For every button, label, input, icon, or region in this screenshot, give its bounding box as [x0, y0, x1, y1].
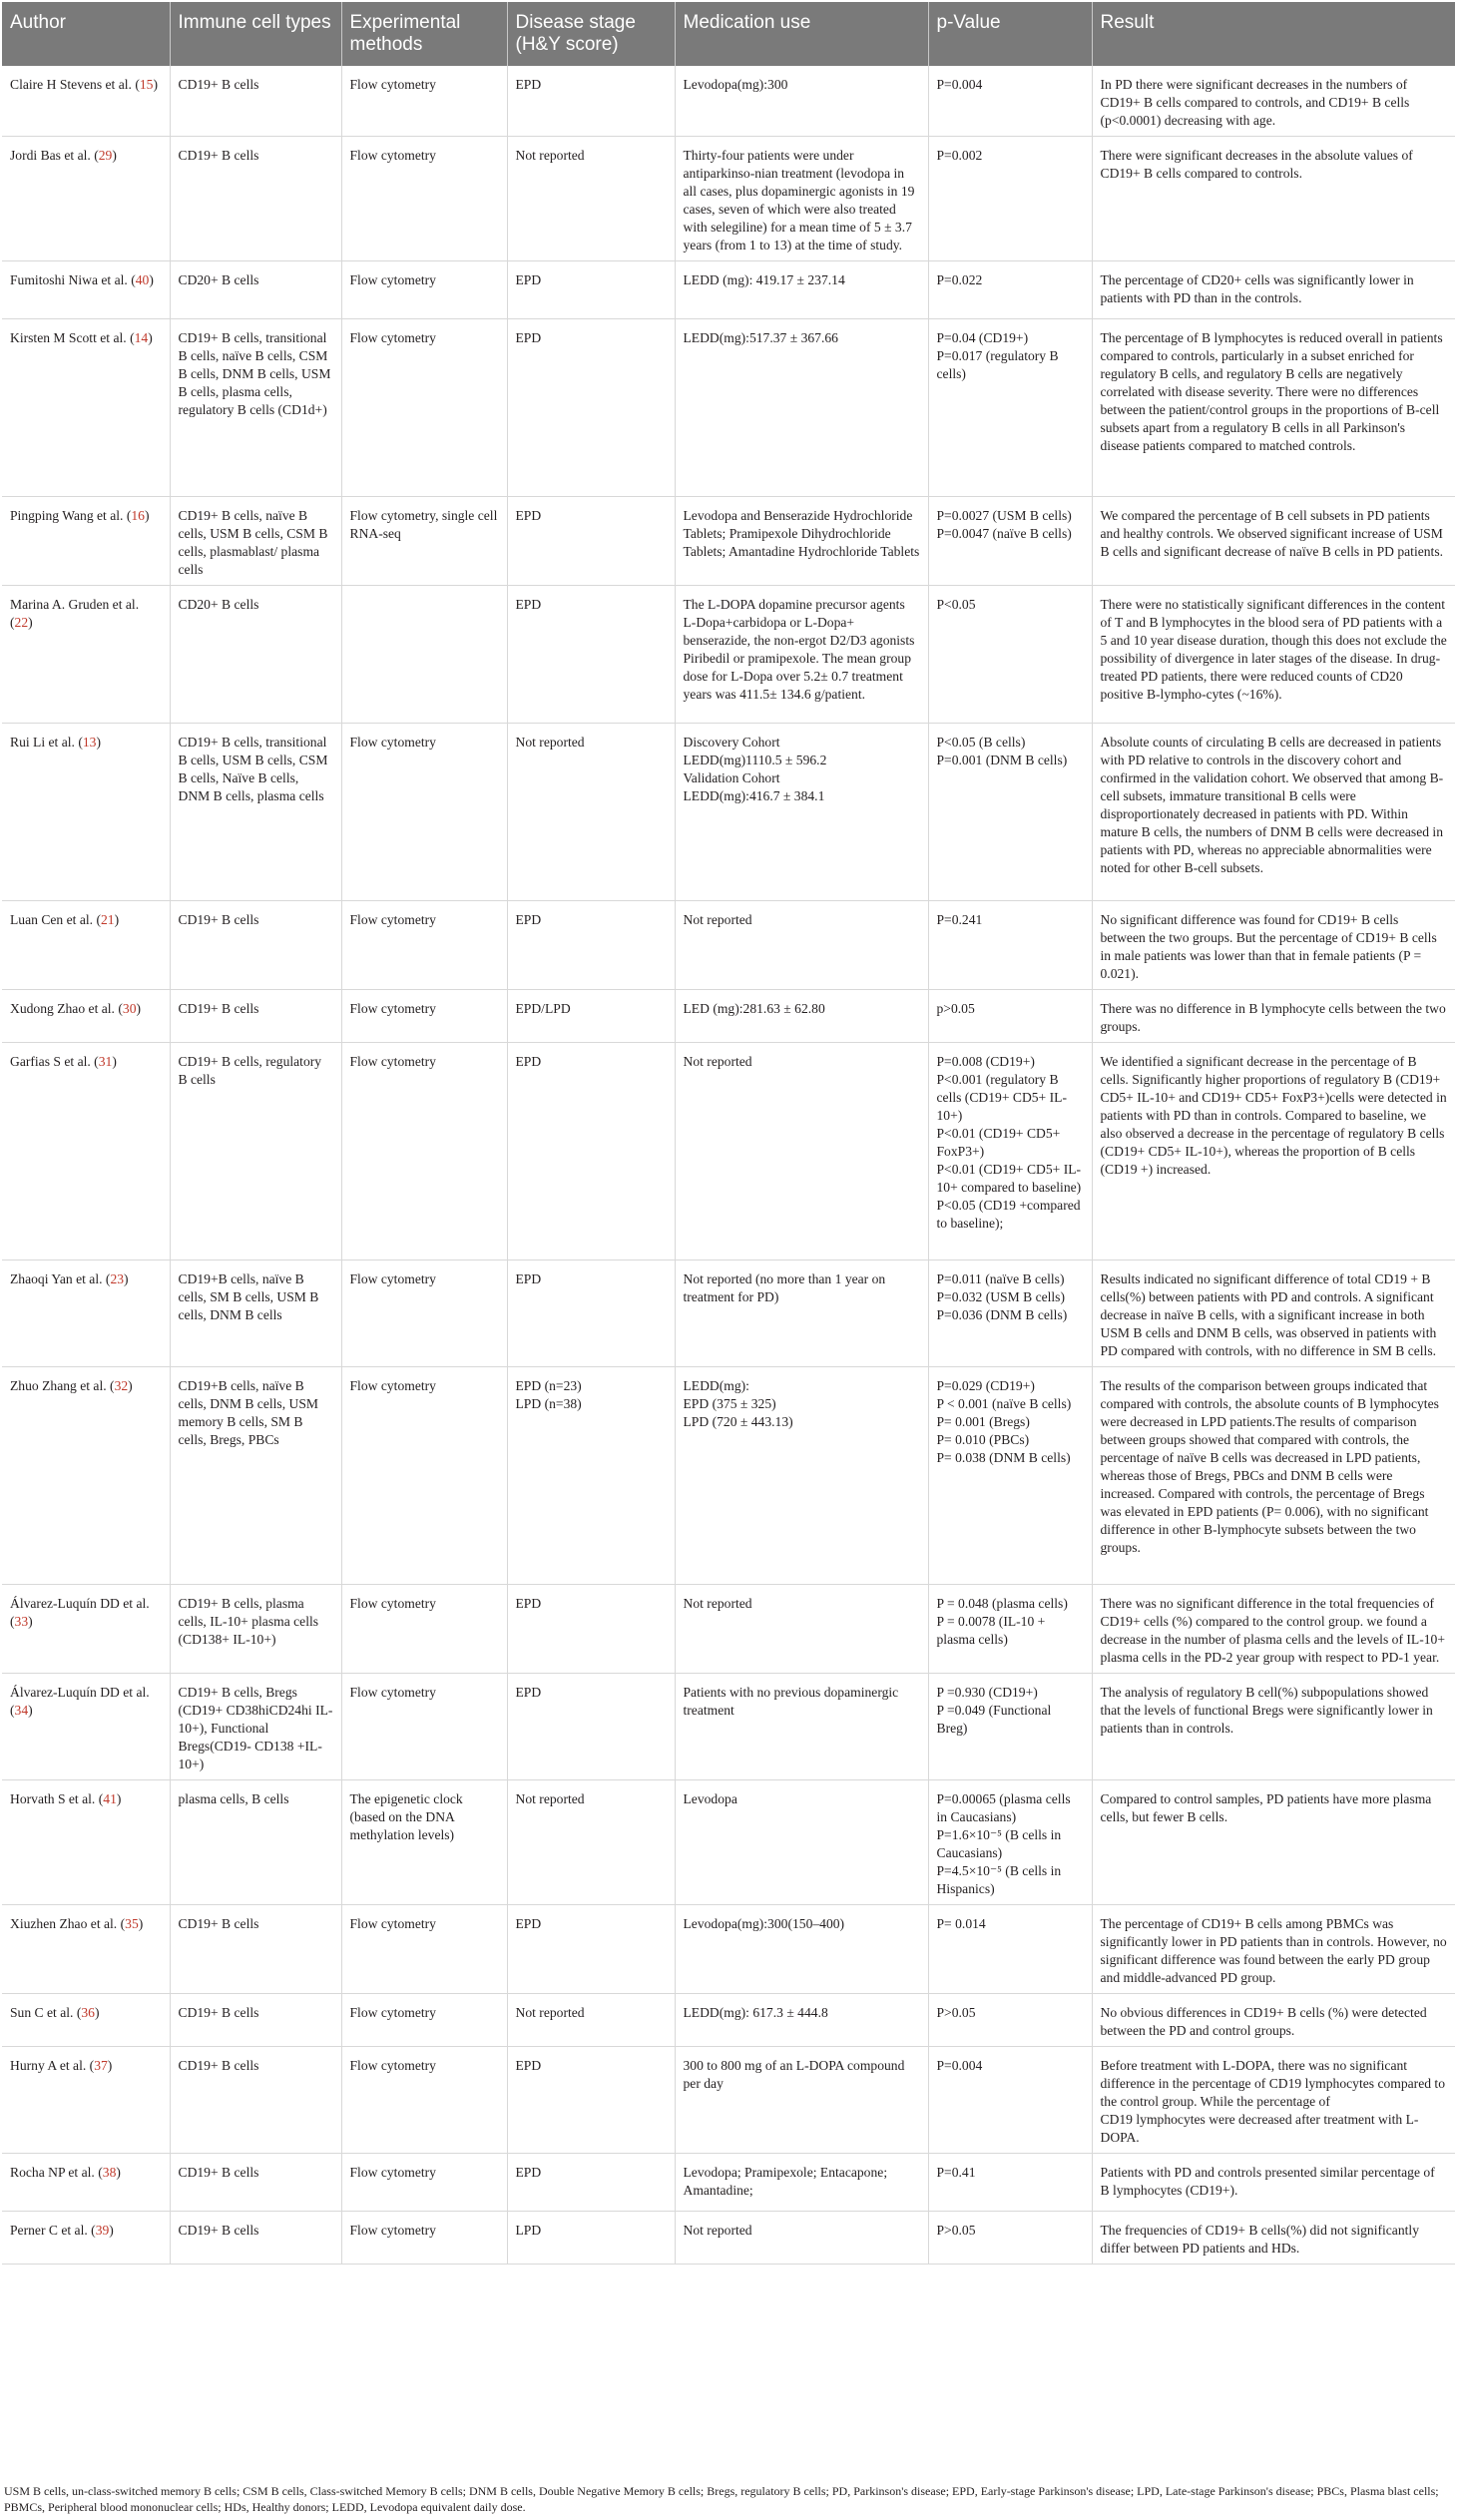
cell-p-value: P=0.029 (CD19+) P < 0.001 (naïve B cells) P= 0.001 (Bregs) P= 0.010 (PBCs) P= 0.038 (DNM B cells) [928, 1367, 1092, 1585]
cell-immune-cell-types: CD19+ B cells [170, 2212, 341, 2265]
reference-link[interactable]: 21 [100, 912, 115, 927]
cell-p-value: P<0.05 [928, 586, 1092, 724]
cell-p-value: p>0.05 [928, 990, 1092, 1043]
cell-disease-stage: Not reported [507, 724, 675, 901]
cell-author: Kirsten M Scott et al. (14) [2, 319, 170, 497]
cell-medication-use: Not reported (no more than 1 year on treatment for PD) [675, 1260, 928, 1367]
cell-disease-stage: EPD/LPD [507, 990, 675, 1043]
cell-medication-use: Levodopa(mg):300 [675, 66, 928, 137]
cell-medication-use: 300 to 800 mg of an L-DOPA compound per day [675, 2047, 928, 2154]
cell-p-value: P<0.05 (B cells) P=0.001 (DNM B cells) [928, 724, 1092, 901]
cell-experimental-method [341, 586, 507, 724]
cell-disease-stage: EPD [507, 1260, 675, 1367]
cell-medication-use: LEDD(mg): 617.3 ± 444.8 [675, 1994, 928, 2047]
reference-link[interactable]: 35 [125, 1916, 139, 1931]
table-row [2, 319, 1455, 497]
cell-disease-stage: EPD [507, 1905, 675, 1994]
author-name: Kirsten M Scott et al. [10, 330, 127, 345]
cell-result: Patients with PD and controls presented similar percentage of B lymphocytes (CD19+). [1092, 2154, 1455, 2212]
cell-author: Xudong Zhao et al. (30) [2, 990, 170, 1043]
table-row [2, 1585, 1455, 1674]
cell-experimental-method: Flow cytometry [341, 1367, 507, 1585]
cell-disease-stage: EPD [507, 1585, 675, 1674]
cell-immune-cell-types: CD19+ B cells, Bregs (CD19+ CD38hiCD24hi IL-10+), Functional Bregs(CD19- CD138 +IL-10+) [170, 1674, 341, 1780]
reference-link[interactable]: 36 [81, 2005, 95, 2020]
cell-author: Álvarez-Luquín DD et al. (33) [2, 1585, 170, 1674]
cell-immune-cell-types: CD19+ B cells, transitional B cells, naïve B cells, CSM B cells, DNM B cells, USM B cells, plasma cells, regulatory B cells (CD1d+) [170, 319, 341, 497]
cell-experimental-method: Flow cytometry, single cell RNA-seq [341, 497, 507, 586]
cell-author: Zhaoqi Yan et al. (23) [2, 1260, 170, 1367]
author-name: Fumitoshi Niwa et al. [10, 272, 128, 287]
cell-disease-stage: EPD [507, 497, 675, 586]
table-row [2, 261, 1455, 319]
cell-p-value: P>0.05 [928, 2212, 1092, 2265]
cell-medication-use: LEDD(mg):517.37 ± 367.66 [675, 319, 928, 497]
author-name: Jordi Bas et al. [10, 148, 91, 163]
cell-disease-stage: EPD [507, 261, 675, 319]
author-name: Claire H Stevens et al. [10, 77, 132, 92]
cell-disease-stage: EPD (n=23) LPD (n=38) [507, 1367, 675, 1585]
author-name: Garfias S et al. [10, 1054, 91, 1069]
cell-immune-cell-types: CD19+ B cells [170, 66, 341, 137]
cell-p-value: P =0.930 (CD19+) P =0.049 (Functional Breg) [928, 1674, 1092, 1780]
cell-experimental-method: Flow cytometry [341, 2154, 507, 2212]
cell-experimental-method: Flow cytometry [341, 66, 507, 137]
cell-disease-stage: EPD [507, 586, 675, 724]
author-name: Álvarez-Luquín DD et al. [10, 1685, 150, 1700]
header-disease-stage: Disease stage (H&Y score) [507, 2, 675, 66]
cell-medication-use: LEDD(mg): EPD (375 ± 325) LPD (720 ± 443.13) [675, 1367, 928, 1585]
cell-medication-use: Levodopa [675, 1780, 928, 1905]
cell-result: We identified a significant decrease in the percentage of B cells. Significantly higher proportions of regulatory B (CD19+ CD5+ IL-10+ and CD19+ CD5+ FoxP3+)cells were detected in patients with PD than in controls. Compared to baseline, we also observed a decrease in the percentage of regulatory B cells (CD19+ CD5+ IL-10+), whereas the proportion of B cells (CD19 +) increased. [1092, 1043, 1455, 1260]
cell-experimental-method: Flow cytometry [341, 2212, 507, 2265]
cell-result: Absolute counts of circulating B cells are decreased in patients with PD relative to controls in the discovery cohort and confirmed in the validation cohort. We observed that among B-cell subsets, immature transitional B cells were disproportionately decreased in patients with PD. Within mature B cells, the numbers of DNM B cells were decreased in patients with PD, whereas no appreciable abnormalities were noted for other B-cell subsets. [1092, 724, 1455, 901]
reference-link[interactable]: 13 [82, 735, 97, 750]
cell-experimental-method: Flow cytometry [341, 901, 507, 990]
cell-medication-use: Levodopa; Pramipexole; Entacapone; Amantadine; [675, 2154, 928, 2212]
table-row [2, 1674, 1455, 1780]
cell-author: Jordi Bas et al. (29) [2, 137, 170, 261]
cell-experimental-method: Flow cytometry [341, 1674, 507, 1780]
cell-result: No significant difference was found for CD19+ B cells between the two groups. But the percentage of CD19+ B cells in male patients was lower than that in female patients (P = 0.021). [1092, 901, 1455, 990]
cell-medication-use: Thirty-four patients were under antiparkinso-nian treatment (levodopa in all cases, plus dopaminergic agonists in 19 cases, seven of which were also treated with selegiline) for a mean time of 5 ± 3.7 years (from 1 to 13) at the time of study. [675, 137, 928, 261]
cell-immune-cell-types: CD19+ B cells [170, 990, 341, 1043]
cell-immune-cell-types: CD19+ B cells [170, 2047, 341, 2154]
cell-immune-cell-types: CD19+ B cells [170, 137, 341, 261]
author-name: Rui Li et al. [10, 735, 75, 750]
table-row [2, 497, 1455, 586]
cell-experimental-method: Flow cytometry [341, 1043, 507, 1260]
author-name: Horvath S et al. [10, 1791, 96, 1806]
cell-result: The results of the comparison between groups indicated that compared with controls, the absolute counts of B lymphocytes were decreased in LPD patients.The results of comparison between groups showed that compared with controls, the percentage of naïve B cells was decreased in LPD patients, whereas those of Bregs, PBCs and DNM B cells were increased. Compared with controls, the percentage of Bregs was elevated in EPD patients (P= 0.006), with no significant difference in other B-lymphocyte subsets between the two groups. [1092, 1367, 1455, 1585]
cell-experimental-method: Flow cytometry [341, 2047, 507, 2154]
table-row [2, 1905, 1455, 1994]
author-name: Zhaoqi Yan et al. [10, 1271, 103, 1286]
author-name: Pingping Wang et al. [10, 508, 124, 523]
table-row [2, 2212, 1455, 2265]
cell-experimental-method: Flow cytometry [341, 1585, 507, 1674]
cell-p-value: P=0.0027 (USM B cells) P=0.0047 (naïve B cells) [928, 497, 1092, 586]
cell-author: Horvath S et al. (41) [2, 1780, 170, 1905]
cell-immune-cell-types: CD19+ B cells [170, 1994, 341, 2047]
cell-author: Álvarez-Luquín DD et al. (34) [2, 1674, 170, 1780]
cell-medication-use: LED (mg):281.63 ± 62.80 [675, 990, 928, 1043]
cell-result: No obvious differences in CD19+ B cells (%) were detected between the PD and control groups. [1092, 1994, 1455, 2047]
cell-immune-cell-types: CD19+B cells, naïve B cells, SM B cells, USM B cells, DNM B cells [170, 1260, 341, 1367]
reference-link[interactable]: 34 [14, 1703, 29, 1718]
table-row [2, 586, 1455, 724]
cell-result: The analysis of regulatory B cell(%) subpopulations showed that the levels of functional Bregs were significantly lower in patients than in controls. [1092, 1674, 1455, 1780]
cell-immune-cell-types: plasma cells, B cells [170, 1780, 341, 1905]
cell-result: There were significant decreases in the absolute values of CD19+ B cells compared to controls. [1092, 137, 1455, 261]
cell-medication-use: Not reported [675, 1043, 928, 1260]
cell-immune-cell-types: CD19+ B cells [170, 901, 341, 990]
cell-experimental-method: Flow cytometry [341, 137, 507, 261]
author-name: Rocha NP et al. [10, 2165, 95, 2180]
cell-immune-cell-types: CD19+ B cells [170, 2154, 341, 2212]
reference-link[interactable]: 30 [122, 1001, 137, 1016]
reference-link[interactable]: 16 [131, 508, 145, 523]
table-row [2, 1994, 1455, 2047]
cell-immune-cell-types: CD19+ B cells [170, 1905, 341, 1994]
author-name: Zhuo Zhang et al. [10, 1378, 107, 1393]
author-name: Luan Cen et al. [10, 912, 94, 927]
cell-author: Sun C et al. (36) [2, 1994, 170, 2047]
cell-author: Hurny A et al. (37) [2, 2047, 170, 2154]
author-name: Hurny A et al. [10, 2058, 87, 2073]
table-row [2, 2154, 1455, 2212]
header-immune-cell-types: Immune cell types [170, 2, 341, 66]
cell-disease-stage: LPD [507, 2212, 675, 2265]
reference-link[interactable]: 29 [98, 148, 113, 163]
cell-result: Results indicated no significant difference of total CD19 + B cells(%) between patients with PD and controls. A significant decrease in naïve B cells, with a significant increase in both USM B cells and DNM B cells, was observed in patients with PD compared with controls, with no difference in SM B cells. [1092, 1260, 1455, 1367]
cell-p-value: P=0.241 [928, 901, 1092, 990]
reference-link[interactable]: 37 [94, 2058, 108, 2073]
cell-experimental-method: Flow cytometry [341, 1905, 507, 1994]
cell-result: The percentage of CD19+ B cells among PBMCs was significantly lower in PD patients than in controls. However, no significant difference was found between the early PD group and middle-advanced PD group. [1092, 1905, 1455, 1994]
reference-link[interactable]: 32 [114, 1378, 129, 1393]
reference-link[interactable]: 22 [14, 615, 29, 630]
cell-disease-stage: Not reported [507, 137, 675, 261]
cell-experimental-method: Flow cytometry [341, 990, 507, 1043]
studies-table [2, 2, 1455, 2265]
cell-p-value: P= 0.014 [928, 1905, 1092, 1994]
cell-author: Luan Cen et al. (21) [2, 901, 170, 990]
reference-link[interactable]: 14 [134, 330, 149, 345]
table-row [2, 1260, 1455, 1367]
cell-experimental-method: Flow cytometry [341, 1994, 507, 2047]
table-body [2, 66, 1455, 2265]
table-row [2, 901, 1455, 990]
reference-link[interactable]: 15 [139, 77, 154, 92]
cell-medication-use: Discovery Cohort LEDD(mg)1110.5 ± 596.2 Validation Cohort LEDD(mg):416.7 ± 384.1 [675, 724, 928, 901]
cell-author: Rui Li et al. (13) [2, 724, 170, 901]
author-name: Álvarez-Luquín DD et al. [10, 1596, 150, 1611]
header-experimental-methods: Experimental methods [341, 2, 507, 66]
table-row [2, 2047, 1455, 2154]
cell-medication-use: Levodopa and Benserazide Hydrochloride Tablets; Pramipexole Dihydrochloride Tablets; Amantadine Hydrochloride Tablets [675, 497, 928, 586]
reference-link[interactable]: 40 [135, 272, 150, 287]
header-p-value: p-Value [928, 2, 1092, 66]
cell-medication-use: Not reported [675, 901, 928, 990]
cell-medication-use: Patients with no previous dopaminergic treatment [675, 1674, 928, 1780]
header-result: Result [1092, 2, 1455, 66]
cell-disease-stage: Not reported [507, 1994, 675, 2047]
cell-result: There was no significant difference in the total frequencies of CD19+ cells (%) compared to the control group. we found a decrease in the number of plasma cells and the levels of IL-10+ plasma cells in the PD-2 year group with respect to PD-1 year. [1092, 1585, 1455, 1674]
cell-result: There was no difference in B lymphocyte cells between the two groups. [1092, 990, 1455, 1043]
author-name: Xudong Zhao et al. [10, 1001, 115, 1016]
table-row [2, 1367, 1455, 1585]
cell-immune-cell-types: CD19+ B cells, transitional B cells, USM B cells, CSM B cells, Naïve B cells, DNM B cells, plasma cells [170, 724, 341, 901]
cell-disease-stage: EPD [507, 66, 675, 137]
table-footnote: USM B cells, un-class-switched memory B cells; CSM B cells, Class-switched Memory B cells; DNM B cells, Double Negative Memory B cells; Bregs, regulatory B cells; PD, Parkinson's disease; EPD, Early-stage Parkinson's disease; LPD, Late-stage Parkinson's disease; PBCs, Plasma blast cells; PBMCs, Peripheral blood mononuclear cells; HDs, Healthy donors; LEDD, Levodopa equivalent daily dose. [4, 2484, 1439, 2514]
reference-link[interactable]: 39 [95, 2223, 110, 2238]
cell-p-value: P=0.04 (CD19+) P=0.017 (regulatory B cells) [928, 319, 1092, 497]
cell-author: Garfias S et al. (31) [2, 1043, 170, 1260]
cell-medication-use: LEDD (mg): 419.17 ± 237.14 [675, 261, 928, 319]
cell-author: Zhuo Zhang et al. (32) [2, 1367, 170, 1585]
cell-medication-use: Not reported [675, 2212, 928, 2265]
cell-result: Compared to control samples, PD patients have more plasma cells, but fewer B cells. [1092, 1780, 1455, 1905]
cell-author: Xiuzhen Zhao et al. (35) [2, 1905, 170, 1994]
cell-result: We compared the percentage of B cell subsets in PD patients and healthy controls. We observed significant increase of USM B cells and significant decrease of naïve B cells in PD patients. [1092, 497, 1455, 586]
table-row [2, 1780, 1455, 1905]
cell-disease-stage: EPD [507, 319, 675, 497]
author-name: Perner C et al. [10, 2223, 88, 2238]
reference-link[interactable]: 41 [103, 1791, 117, 1806]
cell-author: Marina A. Gruden et al. (22) [2, 586, 170, 724]
cell-p-value: P=0.008 (CD19+) P<0.001 (regulatory B cells (CD19+ CD5+ IL-10+) P<0.01 (CD19+ CD5+ FoxP3+) P<0.01 (CD19+ CD5+ IL-10+ compared to baseline) P<0.05 (CD19 +compared to baseline); [928, 1043, 1092, 1260]
cell-medication-use: Not reported [675, 1585, 928, 1674]
cell-author: Pingping Wang et al. (16) [2, 497, 170, 586]
cell-disease-stage: EPD [507, 2154, 675, 2212]
cell-p-value: P=0.004 [928, 66, 1092, 137]
header-medication-use: Medication use [675, 2, 928, 66]
table-row [2, 1043, 1455, 1260]
reference-link[interactable]: 31 [98, 1054, 113, 1069]
cell-result: In PD there were significant decreases in the numbers of CD19+ B cells compared to controls, and CD19+ B cells (p<0.0001) decreasing with age. [1092, 66, 1455, 137]
cell-experimental-method: Flow cytometry [341, 724, 507, 901]
table-header-row [2, 2, 1455, 66]
cell-experimental-method: Flow cytometry [341, 319, 507, 497]
cell-author: Claire H Stevens et al. (15) [2, 66, 170, 137]
cell-p-value: P=0.00065 (plasma cells in Caucasians) P=1.6×10⁻⁵ (B cells in Caucasians) P=4.5×10⁻⁵ (B cells in Hispanics) [928, 1780, 1092, 1905]
cell-immune-cell-types: CD19+ B cells, regulatory B cells [170, 1043, 341, 1260]
cell-disease-stage: EPD [507, 901, 675, 990]
cell-p-value: P=0.004 [928, 2047, 1092, 2154]
cell-immune-cell-types: CD20+ B cells [170, 261, 341, 319]
cell-p-value: P = 0.048 (plasma cells) P = 0.0078 (IL-10 + plasma cells) [928, 1585, 1092, 1674]
cell-p-value: P=0.011 (naïve B cells) P=0.032 (USM B cells) P=0.036 (DNM B cells) [928, 1260, 1092, 1367]
table-row [2, 137, 1455, 261]
table-row [2, 990, 1455, 1043]
cell-immune-cell-types: CD19+ B cells, naïve B cells, USM B cells, CSM B cells, plasmablast/ plasma cells [170, 497, 341, 586]
cell-p-value: P>0.05 [928, 1994, 1092, 2047]
cell-disease-stage: Not reported [507, 1780, 675, 1905]
reference-link[interactable]: 33 [14, 1614, 29, 1629]
cell-result: The percentage of B lymphocytes is reduced overall in patients compared to controls, particularly in a subset enriched for regulatory B cells, and regulatory B cells are negatively correlated with disease severity. There were no differences between the patient/control groups in the proportions of B-cell subsets apart from a regulatory B cells in all Parkinson's disease patients compared to matched controls. [1092, 319, 1455, 497]
cell-disease-stage: EPD [507, 2047, 675, 2154]
cell-author: Perner C et al. (39) [2, 2212, 170, 2265]
cell-immune-cell-types: CD19+B cells, naïve B cells, DNM B cells, USM memory B cells, SM B cells, Bregs, PBCs [170, 1367, 341, 1585]
cell-experimental-method: The epigenetic clock (based on the DNA methylation levels) [341, 1780, 507, 1905]
cell-immune-cell-types: CD19+ B cells, plasma cells, IL-10+ plasma cells (CD138+ IL-10+) [170, 1585, 341, 1674]
reference-link[interactable]: 38 [102, 2165, 117, 2180]
cell-result: The frequencies of CD19+ B cells(%) did not significantly differ between PD patients and HDs. [1092, 2212, 1455, 2265]
author-name: Sun C et al. [10, 2005, 74, 2020]
cell-disease-stage: EPD [507, 1043, 675, 1260]
author-name: Xiuzhen Zhao et al. [10, 1916, 118, 1931]
cell-author: Rocha NP et al. (38) [2, 2154, 170, 2212]
table-row [2, 66, 1455, 137]
cell-disease-stage: EPD [507, 1674, 675, 1780]
cell-result: Before treatment with L-DOPA, there was no significant difference in the percentage of CD19 lymphocytes compared to the control group. While the percentage of CD19 lymphocytes were decreased after treatment with L-DOPA. [1092, 2047, 1455, 2154]
cell-immune-cell-types: CD20+ B cells [170, 586, 341, 724]
cell-p-value: P=0.022 [928, 261, 1092, 319]
author-name: Marina A. Gruden et al. [10, 597, 140, 612]
header-author: Author [2, 2, 170, 66]
reference-link[interactable]: 23 [110, 1271, 125, 1286]
cell-result: The percentage of CD20+ cells was significantly lower in patients with PD than in the controls. [1092, 261, 1455, 319]
cell-author: Fumitoshi Niwa et al. (40) [2, 261, 170, 319]
cell-p-value: P=0.002 [928, 137, 1092, 261]
cell-medication-use: Levodopa(mg):300(150–400) [675, 1905, 928, 1994]
cell-p-value: P=0.41 [928, 2154, 1092, 2212]
cell-experimental-method: Flow cytometry [341, 1260, 507, 1367]
cell-experimental-method: Flow cytometry [341, 261, 507, 319]
cell-medication-use: The L-DOPA dopamine precursor agents L-Dopa+carbidopa or L-Dopa+ benserazide, the non-ergot D2/D3 agonists Piribedil or pramipexole. The mean group dose for L-Dopa over 5.2± 0.7 treatment years was 411.5± 134.6 g/patient. [675, 586, 928, 724]
cell-result: There were no statistically significant differences in the content of T and B lymphocytes in the blood sera of PD patients with a 5 and 10 year disease duration, though this does not exclude the possibility of divergence in later stages of the disease. In drug-treated PD patients, there were reduced counts of CD20 positive B-lympho-cytes (~16%). [1092, 586, 1455, 724]
table-row [2, 724, 1455, 901]
